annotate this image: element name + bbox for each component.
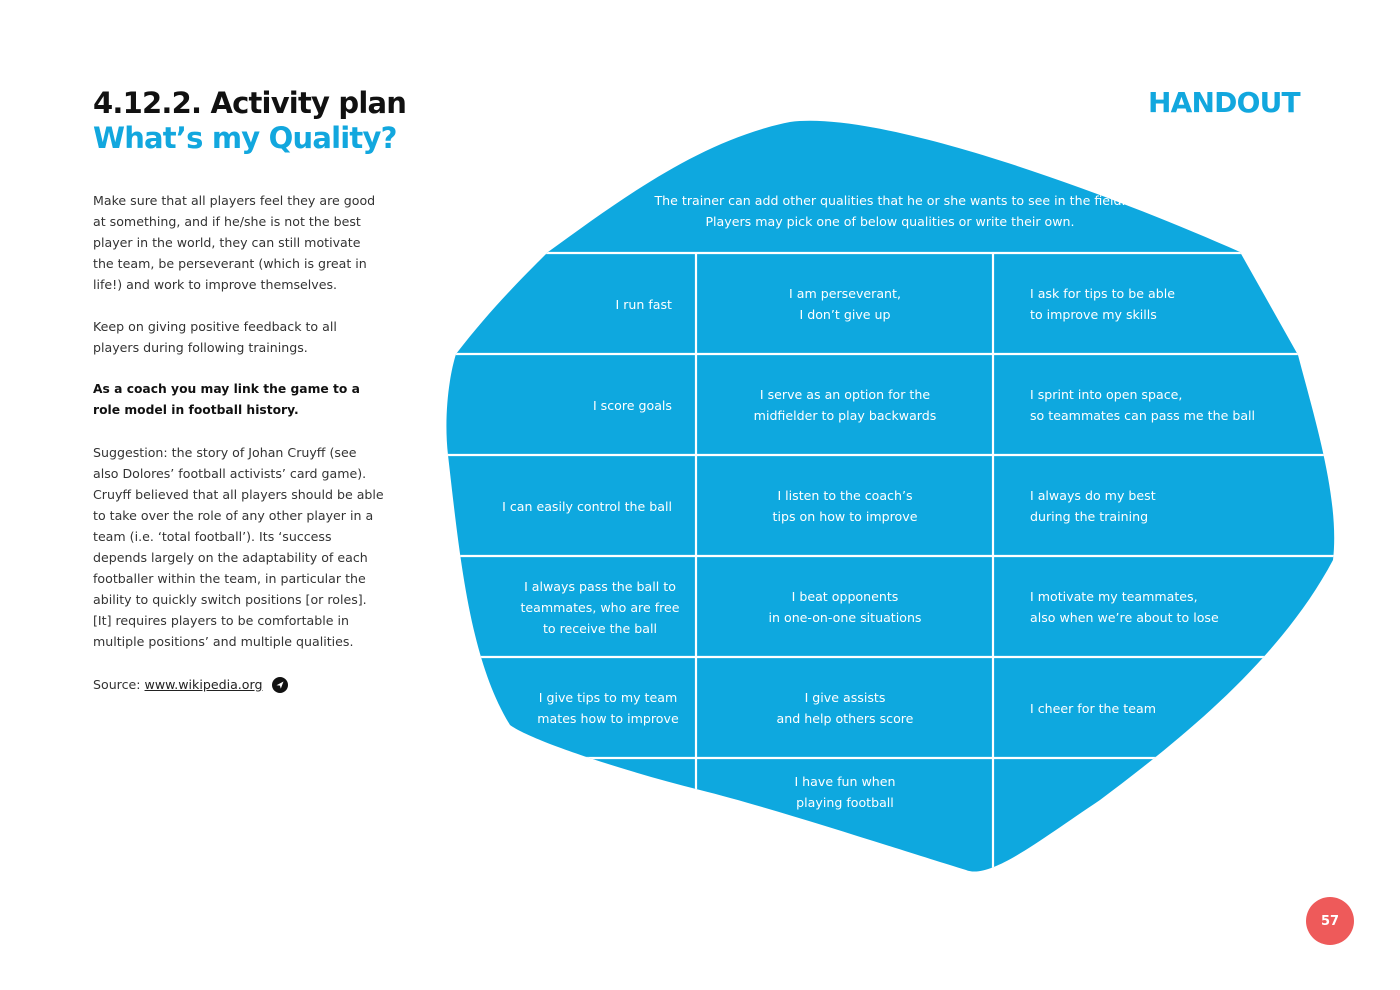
source-link[interactable]: www.wikipedia.org [144,677,263,692]
quality-perseverant: I am perseverant, I don’t give up [789,286,901,322]
cruyff-paragraph: Suggestion: the story of Johan Cruyff (see also Dolores’ football activists’ card game). Cruyff believed that all players should be able to take over the role of any other player in a team (i.e. ‘total football’). Its ‘success depends largely on the adaptability of each footballer within the team, in particular the ability to quickly switch positions [or roles]. [It] requires players to be comfortable in multiple positions’ and multiple qualities. [93,445,384,649]
quality-give-assists: I give assists and help others score [776,690,914,726]
quality-option-midfielder: I serve as an option for the midfielder to play backwards [753,387,937,423]
quality-motivate-teammates: I motivate my teammates, also when we’re about to lose [1030,589,1219,625]
intro-paragraph: Make sure that all players feel they are good at something, and if he/she is not the best player in the world, they can still motivate the team, be perseverant (which is great in life!) and work to improve themselves. [93,193,376,292]
feedback-paragraph: Keep on giving positive feedback to all players during following trainings. [93,319,337,355]
quality-have-fun: I have fun when playing football [794,774,896,810]
quality-listen-coach: I listen to the coach’s tips on how to improve [772,488,918,524]
section-title: 4.12.2. Activity plan [93,86,407,120]
page-number-badge: 57 [1306,897,1354,945]
role-model-paragraph: As a coach you may link the game to a role model in football history. [93,382,360,417]
quality-do-my-best: I always do my best during the training [1030,488,1156,524]
activity-subtitle: What’s my Quality? [93,121,397,155]
quality-ask-for-tips: I ask for tips to be able to improve my skills [1030,286,1175,322]
quality-pass-ball: I always pass the ball to teammates, who are free to receive the ball [520,578,680,636]
quality-cheer-team: I cheer for the team [1030,700,1156,716]
quality-run-fast: I run fast [615,296,672,312]
quality-beat-opponents: I beat opponents in one-on-one situations [768,589,922,625]
quality-score-goals: I score goals [592,397,672,413]
quality-sprint-open-space: I sprint into open space, so teammates can pass me the ball [1030,387,1256,423]
handout-intro: The trainer can add other qualities that he or she wants to see in the field. Players may pick one of below qualities or write their own. [654,193,1126,229]
source-label: Source: [93,677,141,692]
quality-give-tips: I give tips to my team mates how to improve [537,690,679,726]
handout-label: HANDOUT [1148,86,1300,119]
quality-control-ball: I can easily control the ball [502,498,672,514]
